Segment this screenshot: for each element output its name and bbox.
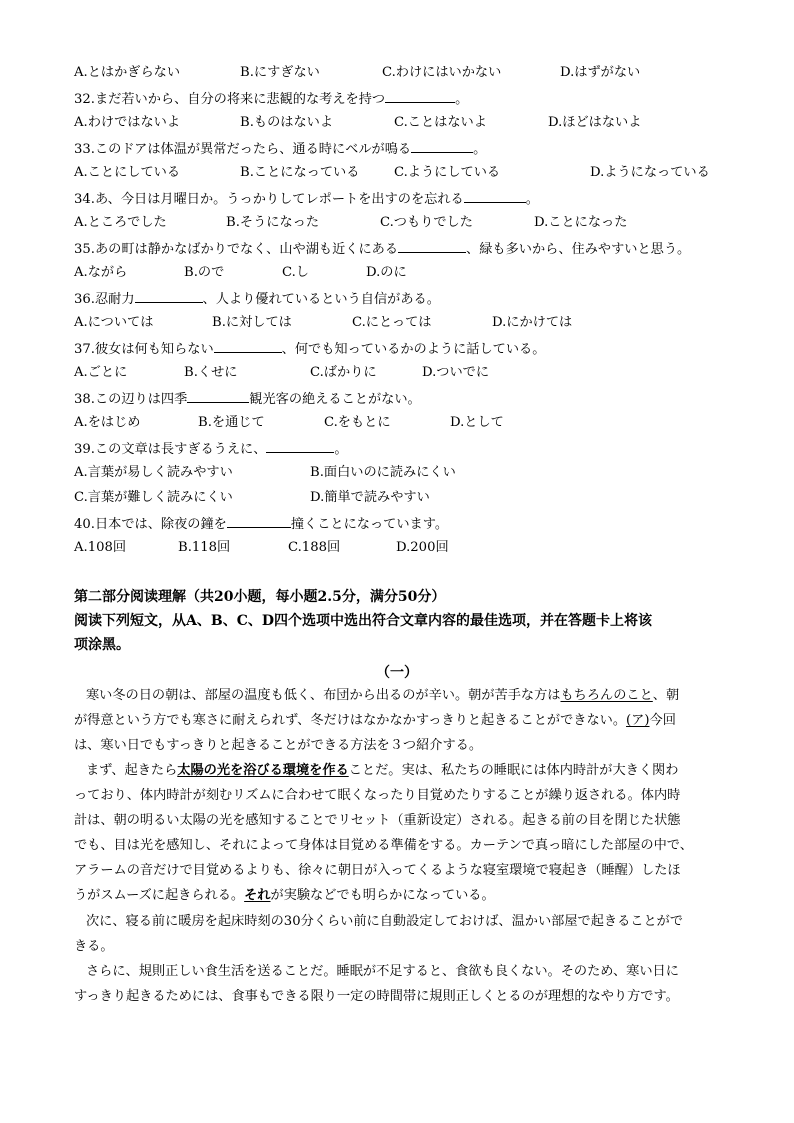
- q39-blank: [266, 439, 334, 453]
- q35-option-c: C.し: [282, 265, 309, 280]
- q36-option-c: C.にとっては: [352, 315, 432, 330]
- passage-p2-line6: うがスムーズに起きられる。それが実験などでも明らかになっている。: [74, 888, 495, 903]
- q33-blank: [411, 139, 473, 153]
- q40-option-b: B.118回: [178, 540, 231, 555]
- q39-option-b: B.面白いのに読みにくい: [310, 465, 456, 480]
- q38-blank: [187, 389, 249, 403]
- q33-option-d: D.ようになっている: [590, 165, 710, 180]
- q39-option-d: D.簡単で読みやすい: [310, 490, 430, 505]
- q34-option-a: A.ところでした: [74, 215, 167, 230]
- q32-stem: 32.まだ若いから、自分の将来に悲観的な考えを持つ 。: [74, 89, 468, 109]
- q37-option-d: D.ついでに: [422, 365, 490, 380]
- passage-p2-line1: まず、起きたら太陽の光を浴びる環境を作ることだ。実は、私たちの睡眠には体内時計が大きく関わ: [86, 763, 679, 778]
- passage-p4-line2: すっきり起きるためには、食事もできる限り一定の時間帯に規則正しくとるのが理想的なやり方です。: [74, 989, 679, 1004]
- passage-p3-line1: 次に、寝る前に暖房を起床時刻の30分くらい前に自動設定しておけば、温かい部屋で起きることがで: [86, 914, 684, 929]
- q39-option-a: A.言葉が易しく読みやすい: [74, 465, 233, 480]
- passage-p2-line2: っており、体内時計が刻むリズムに合わせて眠くなったり目覚めたりすることが繰り返される。体内時: [74, 788, 681, 803]
- underlined-phrase-mochiron: もちろんのこと: [560, 688, 653, 703]
- q32-option-b: B.ものはないよ: [240, 115, 334, 130]
- q37-option-a: A.ごとに: [74, 365, 128, 380]
- q31-option-b: B.にすぎない: [240, 65, 320, 80]
- q39-option-c: C.言葉が難しく読みにくい: [74, 490, 233, 505]
- q33-option-a: A.ことにしている: [74, 165, 181, 180]
- q32-blank: [385, 89, 455, 103]
- q37-option-b: B.くせに: [184, 365, 238, 380]
- passage-p3-line2: きる。: [74, 939, 114, 954]
- passage-p2-line5: アラームの音だけで目覚めるよりも、徐々に朝日が入ってくるような寝室環境で寝起き（睡醒）したほ: [74, 863, 681, 878]
- q31-option-a: A.とはかぎらない: [74, 65, 181, 80]
- q34-stem: 34.あ、今日は月曜日か。うっかりしてレポートを出すのを忘れる 。: [74, 189, 539, 209]
- q32-option-c: C.ことはないよ: [394, 115, 487, 130]
- q36-blank: [135, 289, 203, 303]
- q35-option-a: A.ながら: [74, 265, 128, 280]
- underlined-phrase-sunlight: 太陽の光を浴びる環境を作る: [177, 763, 349, 778]
- blank-marker-a: (ア): [626, 713, 650, 728]
- passage-number: （一）: [376, 665, 418, 681]
- q34-option-b: B.そうになった: [226, 215, 320, 230]
- q35-option-b: B.ので: [184, 265, 225, 280]
- passage-p2-line4: でも、目は光を感知し、それによって身体は目覚める準備をする。カーテンで真っ暗にした部屋の中で、: [74, 838, 693, 853]
- q40-option-c: C.188回: [288, 540, 341, 555]
- passage-p1-line2: が得意という方でも寒さに耐えられず、冬だけはなかなかすっきりと起きることができない。(ア)今回: [74, 713, 676, 728]
- q32-option-d: D.ほどはないよ: [548, 115, 642, 130]
- q36-stem: 36.忍耐力 、人より優れているという自信がある。: [74, 289, 440, 309]
- q31-option-c: C.わけにはいかない: [382, 65, 502, 80]
- q34-option-d: D.ことになった: [534, 215, 628, 230]
- q40-stem: 40.日本では、除夜の鐘を 撞くことになっています。: [74, 514, 448, 534]
- q34-option-c: C.つもりでした: [380, 215, 473, 230]
- q38-option-c: C.をもとに: [324, 415, 391, 430]
- q37-option-c: C.ばかりに: [310, 365, 377, 380]
- passage-p4-line1: さらに、規則正しい食生活を送ることだ。睡眠が不足すると、食欲も良くない。そのため、寒い日に: [86, 964, 679, 979]
- section2-heading: 第二部分阅读理解（共20小题，每小题2.5分，满分50分）: [74, 589, 446, 605]
- q33-option-c: C.ようにしている: [394, 165, 501, 180]
- section2-instruction-line2: 项涂黑。: [74, 637, 130, 653]
- q39-stem: 39.この文章は長すぎるうえに、 。: [74, 439, 348, 459]
- q36-option-b: B.に対しては: [212, 315, 292, 330]
- q33-stem: 33.このドアは体温が異常だったら、通る時にベルが鳴る 。: [74, 139, 486, 159]
- q35-blank: [398, 239, 466, 253]
- q38-option-d: D.として: [450, 415, 504, 430]
- passage-p1-line3: は、寒い日でもすっきりと起きることができる方法を３つ紹介する。: [74, 738, 483, 753]
- q37-stem: 37.彼女は何も知らない 、何でも知っているかのように話している。: [74, 339, 545, 359]
- q32-option-a: A.わけではないよ: [74, 115, 181, 130]
- q37-blank: [214, 339, 282, 353]
- q38-option-b: B.を通じて: [198, 415, 265, 430]
- q36-option-d: D.にかけては: [492, 315, 573, 330]
- q35-stem: 35.あの町は静かなばかりでなく、山や湖も近くにある 、緑も多いから、住みやすいと思う。: [74, 239, 690, 259]
- passage-p2-line3: 計は、朝の明るい太陽の光を感知することでリセット（重新设定）される。起きる前の目を閉じた状態: [74, 813, 681, 828]
- passage-p1-line1: 寒い冬の日の朝は、部屋の温度も低く、布団から出るのが辛い。朝が苦手な方はもちろんのこと、朝: [86, 688, 680, 703]
- q35-option-d: D.のに: [366, 265, 407, 280]
- q40-option-a: A.108回: [74, 540, 127, 555]
- q38-stem: 38.この辺りは四季 観光客の絶えることがない。: [74, 389, 421, 409]
- q38-option-a: A.をはじめ: [74, 415, 141, 430]
- q36-option-a: A.については: [74, 315, 154, 330]
- underlined-word-sore: それ: [244, 888, 271, 903]
- q31-option-d: D.はずがない: [560, 65, 641, 80]
- q34-blank: [464, 189, 526, 203]
- section2-instruction-line1: 阅读下列短文，从A、B、C、D四个选项中选出符合文章内容的最佳选项，并在答题卡上将该: [74, 613, 652, 629]
- q33-option-b: B.ことになっている: [240, 165, 360, 180]
- q40-blank: [227, 514, 291, 528]
- q40-option-d: D.200回: [396, 540, 449, 555]
